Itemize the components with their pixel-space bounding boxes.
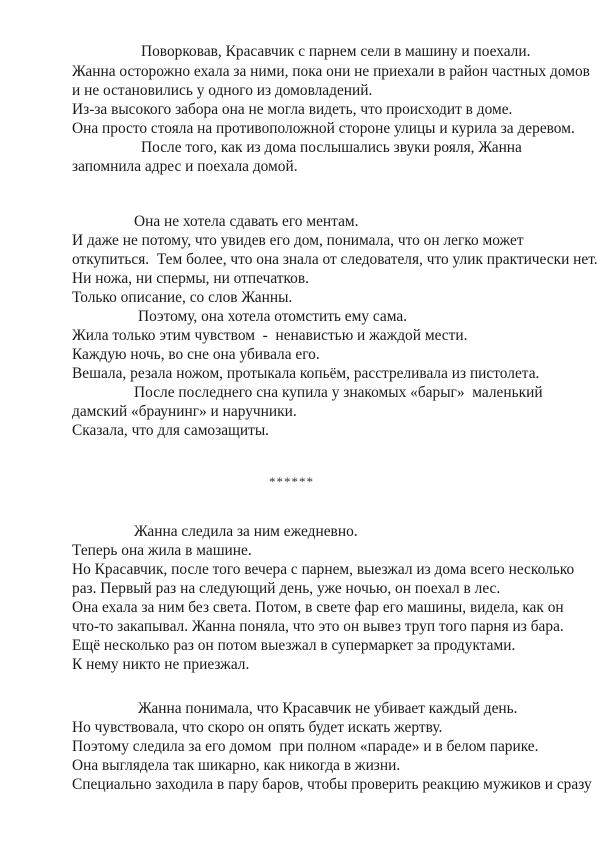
text-line: Но Красавчик, после того вечера с парнем, выезжал из дома всего несколько (72, 561, 575, 578)
text-line: Только описание, со слов Жанны. (72, 289, 293, 306)
text-line: и не остановились у одного из домовладений. (72, 82, 373, 99)
text-line: Ни ножа, ни спермы, ни отпечатков. (72, 270, 309, 287)
text-line: Ещё несколько раз он потом выезжал в супермаркет за продуктами. (72, 637, 516, 654)
text-line: Поворковав, Красавчик с парнем сели в машину и поехали. (141, 43, 531, 60)
text-line: Жанна осторожно ехала за ними, пока они не приехали в район частных домов (72, 63, 590, 80)
text-line: дамский «браунинг» и наручники. (72, 403, 297, 420)
text-line: Жанна понимала, что Красавчик не убивает каждый день. (138, 700, 518, 717)
text-line: Она не хотела сдавать его ментам. (134, 213, 359, 230)
text-line: Жанна следила за ним ежедневно. (134, 523, 358, 540)
text-line: Специально заходила в пару баров, чтобы проверить реакцию мужиков и сразу (72, 776, 592, 793)
text-line: Поэтому, она хотела отомстить ему сама. (138, 308, 408, 325)
text-line: Вешала, резала ножом, протыкала копьём, расстреливала из пистолета. (72, 365, 540, 382)
text-line: Каждую ночь, во сне она убивала его. (72, 346, 320, 363)
text-line: запомнила адрес и поехала домой. (72, 158, 298, 175)
text-line: Она просто стояла на противоположной стороне улицы и курила за деревом. (72, 120, 575, 137)
text-line: После того, как из дома послышались звуки рояля, Жанна (141, 139, 522, 156)
text-line: Жила только этим чувством - ненавистью и жаждой мести. (72, 327, 468, 344)
text-line: Поэтому следила за его домом при полном «параде» и в белом парике. (72, 738, 539, 755)
section-separator: ****** (269, 474, 314, 489)
text-line: Теперь она жила в машине. (72, 542, 252, 559)
text-line: И даже не потому, что увидев его дом, понимала, что он легко может (72, 232, 524, 249)
text-line: Она ехала за ним без света. Потом, в свете фар его машины, видела, как он (72, 599, 564, 616)
text-line: Из-за высокого забора она не могла видеть, что происходит в доме. (72, 101, 513, 118)
text-line: Она выглядела так шикарно, как никогда в жизни. (72, 757, 401, 774)
text-line: раз. Первый раз на следующий день, уже ночью, он поехал в лес. (72, 580, 501, 597)
text-line: Сказала, что для самозащиты. (72, 422, 270, 439)
text-line: После последнего сна купила у знакомых «барыг» маленький (134, 384, 543, 401)
text-line: откупиться. Тем более, что она знала от следователя, что улик практически нет. (72, 251, 598, 268)
text-line: К нему никто не приезжал. (72, 656, 250, 673)
text-line: что-то закапывал. Жанна поняла, что это он вывез труп того парня из бара. (72, 618, 564, 635)
text-line: Но чувствовала, что скоро он опять будет искать жертву. (72, 719, 443, 736)
